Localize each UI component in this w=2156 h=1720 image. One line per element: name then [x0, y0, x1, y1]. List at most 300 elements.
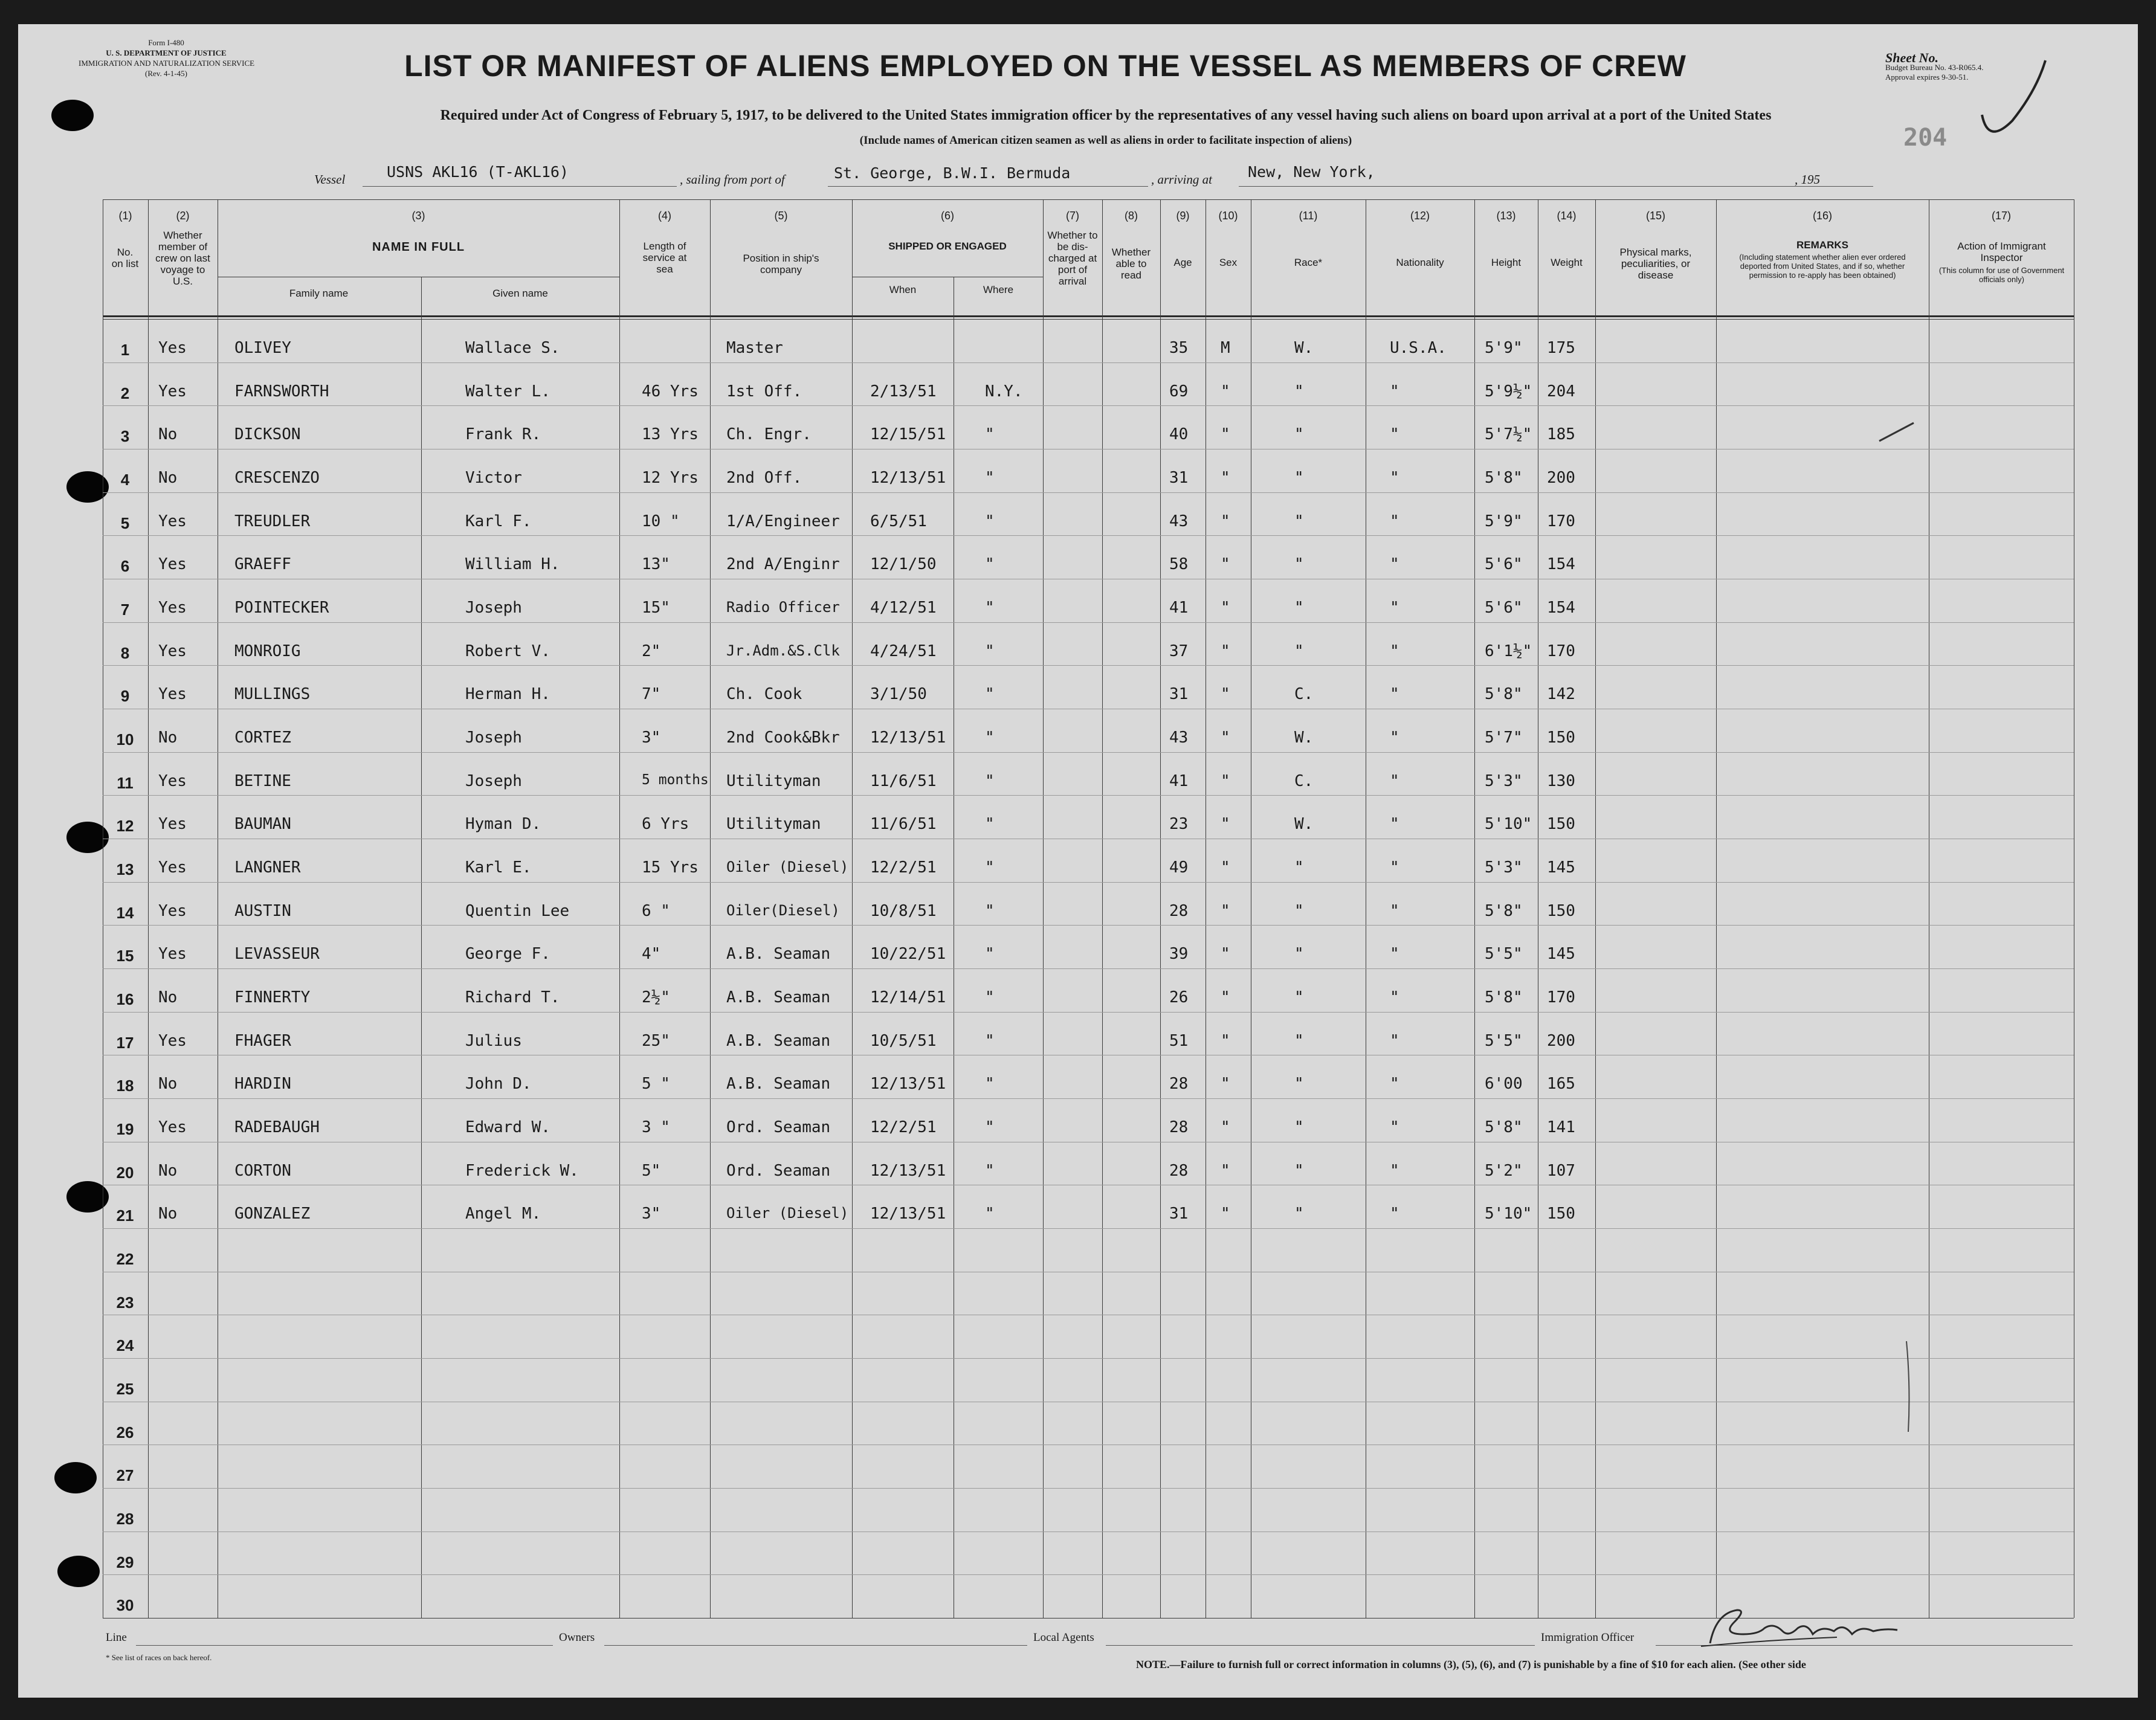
cell-race: C.: [1294, 685, 1314, 704]
row-number: 1: [120, 341, 130, 359]
form-number: Form I-480: [148, 38, 184, 47]
col-physical-marks: Physical marks, peculiarities, or disease: [1619, 246, 1692, 281]
cell-when: 12/2/51: [870, 858, 937, 877]
cell-family-name: CORTON: [234, 1161, 291, 1180]
cell-given-name: Robert V.: [465, 642, 550, 660]
cell-when: 12/13/51: [870, 1205, 946, 1223]
cell-age: 31: [1169, 685, 1189, 704]
cell-crew: No: [158, 469, 178, 487]
row-number: 16: [116, 990, 134, 1009]
cell-where: ": [985, 945, 995, 964]
cell-age: 31: [1169, 469, 1189, 487]
department: U. S. DEPARTMENT OF JUSTICE: [106, 48, 227, 57]
cell-family-name: AUSTIN: [234, 901, 291, 920]
row-number: 10: [116, 730, 134, 749]
cell-race: ": [1294, 1075, 1304, 1094]
cell-height: 5'2": [1485, 1161, 1523, 1180]
cell-race: ": [1294, 469, 1304, 487]
cell-length-service: 6 ": [642, 901, 670, 920]
col-position: Position in ship's company: [743, 253, 819, 275]
row-number: 12: [116, 817, 134, 836]
cell-given-name: Angel M.: [465, 1205, 541, 1223]
cell-sex: ": [1221, 988, 1230, 1007]
cell-weight: 200: [1547, 469, 1575, 487]
col-weight: Weight: [1551, 257, 1583, 268]
cell-height: 5'8": [1485, 901, 1523, 920]
revision: (Rev. 4-1-45): [145, 69, 187, 78]
cell-where: ": [985, 599, 995, 617]
cell-given-name: Joseph: [465, 599, 522, 617]
service: IMMIGRATION AND NATURALIZATION SERVICE: [79, 59, 255, 68]
cell-length-service: 3": [642, 729, 661, 747]
col-discharged: Whether to be dis-charged at port of arrival: [1047, 230, 1098, 287]
cell-length-service: 10 ": [642, 512, 680, 530]
cell-weight: 130: [1547, 771, 1575, 790]
sailing-label: , sailing from port of: [680, 172, 785, 187]
cell-age: 40: [1169, 425, 1189, 444]
cell-sex: ": [1221, 901, 1230, 920]
cell-sex: ": [1221, 512, 1230, 530]
cell-sex: ": [1221, 858, 1230, 877]
row-number: 17: [116, 1033, 134, 1052]
cell-position: A.B. Seaman: [726, 1075, 831, 1094]
cell-position: Utilityman: [726, 771, 821, 790]
cell-race: C.: [1294, 771, 1314, 790]
cell-age: 39: [1169, 945, 1189, 964]
cell-where: ": [985, 1031, 995, 1050]
arriving-value: New, New York,: [1248, 163, 1375, 181]
col-age: Age: [1173, 257, 1192, 268]
row-number: 9: [120, 687, 130, 706]
cell-family-name: GRAEFF: [234, 555, 291, 574]
cell-given-name: Hyman D.: [465, 815, 541, 834]
cell-length-service: 5": [642, 1161, 661, 1180]
cell-sex: ": [1221, 771, 1230, 790]
cell-height: 5'9½": [1485, 382, 1532, 401]
col-able-to-read: Whether able to read: [1111, 246, 1151, 281]
cell-weight: 142: [1547, 685, 1575, 704]
cell-nationality: U.S.A.: [1390, 339, 1447, 357]
cell-nationality: ": [1390, 469, 1399, 487]
cell-given-name: Quentin Lee: [465, 901, 570, 920]
cell-where: ": [985, 988, 995, 1007]
cell-race: ": [1294, 901, 1304, 920]
races-note: * See list of races on back hereof.: [106, 1653, 212, 1662]
cell-family-name: TREUDLER: [234, 512, 311, 530]
cell-race: ": [1294, 425, 1304, 444]
row-number: 4: [120, 471, 130, 489]
cell-family-name: BETINE: [234, 771, 291, 790]
cell-length-service: 2": [642, 642, 661, 660]
cell-age: 41: [1169, 771, 1189, 790]
cell-race: ": [1294, 988, 1304, 1007]
cell-length-service: 46 Yrs: [642, 382, 699, 401]
col-remarks: REMARKS: [1796, 239, 1848, 251]
cell-nationality: ": [1390, 642, 1399, 660]
cell-weight: 204: [1547, 382, 1575, 401]
cell-weight: 170: [1547, 512, 1575, 530]
cell-position: Ord. Seaman: [726, 1161, 831, 1180]
cell-position: Jr.Adm.&S.Clk: [726, 642, 840, 659]
cell-weight: 200: [1547, 1031, 1575, 1050]
cell-given-name: Walter L.: [465, 382, 550, 401]
cell-sex: ": [1221, 469, 1230, 487]
cell-race: ": [1294, 555, 1304, 574]
cell-race: W.: [1294, 729, 1314, 747]
footer-line-label: Line: [106, 1631, 127, 1644]
cell-where: ": [985, 425, 995, 444]
cell-weight: 170: [1547, 988, 1575, 1007]
cell-nationality: ": [1390, 815, 1399, 834]
cell-weight: 141: [1547, 1118, 1575, 1137]
row-number: 8: [120, 643, 130, 662]
cell-where: ": [985, 815, 995, 834]
cell-given-name: Joseph: [465, 729, 522, 747]
cell-height: 5'9": [1485, 512, 1523, 530]
cell-nationality: ": [1390, 382, 1399, 401]
cell-length-service: 5 ": [642, 1075, 670, 1094]
cell-crew: Yes: [158, 945, 187, 964]
cell-where: N.Y.: [985, 382, 1023, 401]
cell-sex: ": [1221, 1075, 1230, 1094]
cell-where: ": [985, 1161, 995, 1180]
cell-nationality: ": [1390, 1031, 1399, 1050]
cell-given-name: Frank R.: [465, 425, 541, 444]
cell-length-service: 6 Yrs: [642, 815, 689, 834]
cell-position: 2nd A/Enginr: [726, 555, 840, 574]
row-number: 23: [116, 1293, 134, 1312]
cell-where: ": [985, 512, 995, 530]
cell-height: 5'7½": [1485, 425, 1532, 444]
row-number: 19: [116, 1120, 134, 1139]
cell-race: ": [1294, 642, 1304, 660]
cell-position: Ch. Engr.: [726, 425, 812, 444]
cell-weight: 165: [1547, 1075, 1575, 1094]
punch-hole: [57, 1556, 100, 1587]
cell-nationality: ": [1390, 1161, 1399, 1180]
cell-race: ": [1294, 1205, 1304, 1223]
cell-when: 12/13/51: [870, 1161, 946, 1180]
cell-crew: No: [158, 425, 178, 444]
cell-given-name: William H.: [465, 555, 560, 574]
cell-where: ": [985, 901, 995, 920]
cell-height: 5'7": [1485, 729, 1523, 747]
officer-signature-icon: [1692, 1601, 1909, 1655]
cell-weight: 150: [1547, 815, 1575, 834]
cell-race: ": [1294, 858, 1304, 877]
cell-nationality: ": [1390, 988, 1399, 1007]
row-number: 18: [116, 1077, 134, 1095]
row-number: 3: [120, 427, 130, 446]
cell-family-name: LEVASSEUR: [234, 945, 320, 964]
cell-nationality: ": [1390, 555, 1399, 574]
cell-position: A.B. Seaman: [726, 1031, 831, 1050]
cell-age: 26: [1169, 988, 1189, 1007]
cell-crew: Yes: [158, 815, 187, 834]
cell-crew: Yes: [158, 1118, 187, 1137]
cell-crew: No: [158, 729, 178, 747]
cell-nationality: ": [1390, 1118, 1399, 1137]
cell-nationality: ": [1390, 901, 1399, 920]
cell-when: 12/15/51: [870, 425, 946, 444]
cell-age: 28: [1169, 901, 1189, 920]
cell-age: 51: [1169, 1031, 1189, 1050]
cell-length-service: 3 ": [642, 1118, 670, 1137]
cell-sex: ": [1221, 945, 1230, 964]
cell-crew: No: [158, 1075, 178, 1094]
row-number: 20: [116, 1163, 134, 1182]
cell-family-name: RADEBAUGH: [234, 1118, 320, 1137]
cell-when: 4/24/51: [870, 642, 937, 660]
cell-weight: 145: [1547, 858, 1575, 877]
cell-position: Utilityman: [726, 815, 821, 834]
cell-crew: No: [158, 988, 178, 1007]
footer-agents-label: Local Agents: [1033, 1631, 1094, 1644]
col-given-name: Given name: [492, 288, 548, 299]
cell-given-name: Karl E.: [465, 858, 532, 877]
row-number: 21: [116, 1206, 134, 1225]
cell-given-name: Joseph: [465, 771, 522, 790]
cell-given-name: Richard T.: [465, 988, 560, 1007]
cell-length-service: 25": [642, 1031, 670, 1050]
cell-position: 1st Off.: [726, 382, 802, 401]
cell-family-name: GONZALEZ: [234, 1205, 311, 1223]
vessel-label: Vessel: [314, 172, 346, 187]
cell-family-name: CRESCENZO: [234, 469, 320, 487]
cell-length-service: 13": [642, 555, 670, 574]
cell-sex: ": [1221, 1031, 1230, 1050]
cell-weight: 170: [1547, 642, 1575, 660]
cell-height: 6'00: [1485, 1075, 1523, 1094]
cell-age: 28: [1169, 1075, 1189, 1094]
cell-height: 5'8": [1485, 988, 1523, 1007]
cell-race: W.: [1294, 339, 1314, 357]
row-number: 2: [120, 384, 130, 402]
cell-when: 10/5/51: [870, 1031, 937, 1050]
cell-height: 5'5": [1485, 1031, 1523, 1050]
cell-age: 28: [1169, 1118, 1189, 1137]
col-inspector-action: Action of Immigrant Inspector: [1957, 240, 2046, 263]
cell-age: 23: [1169, 815, 1189, 834]
cell-crew: Yes: [158, 599, 187, 617]
cell-nationality: ": [1390, 858, 1399, 877]
cell-when: 12/13/51: [870, 729, 946, 747]
cell-position: Oiler (Diesel): [726, 858, 849, 876]
punch-hole: [54, 1462, 97, 1493]
cell-sex: ": [1221, 599, 1230, 617]
cell-weight: 154: [1547, 555, 1575, 574]
pencil-mark-icon: [1903, 1338, 1916, 1435]
cell-position: A.B. Seaman: [726, 988, 831, 1007]
cell-sex: ": [1221, 555, 1230, 574]
cell-given-name: Victor: [465, 469, 522, 487]
cell-age: 35: [1169, 339, 1189, 357]
arriving-label: , arriving at: [1151, 172, 1212, 187]
cell-where: ": [985, 1118, 995, 1137]
cell-family-name: HARDIN: [234, 1075, 291, 1094]
cell-weight: 145: [1547, 945, 1575, 964]
col-name-in-full: NAME IN FULL: [372, 240, 465, 254]
cell-crew: Yes: [158, 512, 187, 530]
row-number: 14: [116, 903, 134, 922]
cell-family-name: BAUMAN: [234, 815, 291, 834]
cell-where: ": [985, 685, 995, 704]
cell-when: 11/6/51: [870, 771, 937, 790]
cell-when: 12/14/51: [870, 988, 946, 1007]
cell-race: W.: [1294, 815, 1314, 834]
col-height: Height: [1491, 257, 1522, 268]
cell-crew: Yes: [158, 339, 187, 357]
cell-family-name: MONROIG: [234, 642, 301, 660]
cell-nationality: ": [1390, 685, 1399, 704]
row-number: 7: [120, 601, 130, 619]
cell-height: 5'8": [1485, 469, 1523, 487]
punch-hole: [51, 100, 94, 131]
cell-where: ": [985, 729, 995, 747]
cell-sex: ": [1221, 382, 1230, 401]
cell-when: 10/8/51: [870, 901, 937, 920]
cell-where: ": [985, 642, 995, 660]
cell-given-name: Frederick W.: [465, 1161, 579, 1180]
cell-nationality: ": [1390, 1205, 1399, 1223]
cell-when: 2/13/51: [870, 382, 937, 401]
cell-when: 12/13/51: [870, 469, 946, 487]
cell-where: ": [985, 555, 995, 574]
cell-height: 6'1½": [1485, 642, 1532, 660]
cell-sex: ": [1221, 685, 1230, 704]
cell-height: 5'10": [1485, 1205, 1532, 1223]
cell-weight: 107: [1547, 1161, 1575, 1180]
sailing-value: St. George, B.W.I. Bermuda: [834, 164, 1071, 182]
sheet-label: Sheet No.: [1885, 50, 1938, 65]
cell-given-name: Karl F.: [465, 512, 532, 530]
cell-where: ": [985, 1205, 995, 1223]
cell-age: 41: [1169, 599, 1189, 617]
cell-given-name: George F.: [465, 945, 550, 964]
cell-position: Ch. Cook: [726, 685, 802, 704]
col-remarks-sub: (Including statement whether alien ever ordered deported from United States, and if so, whether permission to re-apply has been obtained): [1739, 253, 1906, 280]
cell-length-service: 12 Yrs: [642, 469, 699, 487]
cell-family-name: DICKSON: [234, 425, 301, 444]
cell-position: A.B. Seaman: [726, 945, 831, 964]
cell-given-name: Herman H.: [465, 685, 550, 704]
vessel-value: USNS AKL16 (T-AKL16): [387, 163, 569, 181]
row-number: 28: [116, 1510, 134, 1528]
cell-weight: 175: [1547, 339, 1575, 357]
col-inspector-sub: (This column for use of Government officials only): [1938, 266, 2065, 284]
cell-when: 4/12/51: [870, 599, 937, 617]
cell-when: 6/5/51: [870, 512, 927, 530]
cell-length-service: 4": [642, 945, 661, 964]
row-number: 15: [116, 947, 134, 965]
col-when: When: [889, 284, 917, 295]
subtitle: Required under Act of Congress of February 5, 1917, to be delivered to the United States immigration officer by the representatives of any vessel having such aliens on board upon arrival at a port of the United States: [440, 108, 1772, 123]
footer-owners-label: Owners: [559, 1631, 595, 1644]
cell-where: ": [985, 858, 995, 877]
form-identifier: [79, 37, 254, 79]
cell-crew: Yes: [158, 642, 187, 660]
cell-position: 1/A/Engineer: [726, 512, 840, 530]
cell-crew: Yes: [158, 771, 187, 790]
cell-length-service: 5 months: [642, 771, 709, 788]
cell-weight: 150: [1547, 901, 1575, 920]
col-where: Where: [983, 284, 1014, 295]
cell-height: 5'10": [1485, 815, 1532, 834]
footer-officer-label: Immigration Officer: [1541, 1631, 1635, 1644]
cell-crew: Yes: [158, 382, 187, 401]
row-number: 11: [117, 773, 134, 792]
cell-family-name: OLIVEY: [234, 339, 291, 357]
col-length-service: Length of service at sea: [642, 240, 687, 275]
cell-when: 12/2/51: [870, 1118, 937, 1137]
cell-height: 5'9": [1485, 339, 1523, 357]
cell-when: 12/1/50: [870, 555, 937, 574]
cell-race: ": [1294, 382, 1304, 401]
cell-sex: ": [1221, 1118, 1230, 1137]
cell-length-service: 3": [642, 1205, 661, 1223]
cell-race: ": [1294, 1118, 1304, 1137]
approval-expiry: Approval expires 9-30-51.: [1885, 72, 1969, 82]
cell-position: 2nd Cook&Bkr: [726, 729, 840, 747]
cell-length-service: 7": [642, 685, 661, 704]
cell-race: ": [1294, 599, 1304, 617]
cell-weight: 150: [1547, 729, 1575, 747]
cell-age: 58: [1169, 555, 1189, 574]
cell-age: 28: [1169, 1161, 1189, 1180]
cell-family-name: POINTECKER: [234, 599, 329, 617]
cell-when: 11/6/51: [870, 815, 937, 834]
row-number: 6: [120, 557, 130, 576]
cell-age: 49: [1169, 858, 1189, 877]
cell-age: 31: [1169, 1205, 1189, 1223]
cell-sex: ": [1221, 815, 1230, 834]
cell-crew: Yes: [158, 858, 187, 877]
row-number: 29: [116, 1553, 134, 1571]
cell-height: 5'8": [1485, 685, 1523, 704]
cell-position: Master: [726, 339, 783, 357]
cell-position: Ord. Seaman: [726, 1118, 831, 1137]
row-number: 30: [116, 1596, 134, 1615]
cell-position: 2nd Off.: [726, 469, 802, 487]
cell-position: Oiler (Diesel): [726, 1205, 849, 1222]
cell-length-service: 13 Yrs: [642, 425, 699, 444]
cell-sex: ": [1221, 1205, 1230, 1223]
cell-when: 10/22/51: [870, 945, 946, 964]
cell-given-name: Julius: [465, 1031, 522, 1050]
cell-when: 12/13/51: [870, 1075, 946, 1094]
cell-given-name: Wallace S.: [465, 339, 560, 357]
col-family-name: Family name: [289, 288, 349, 299]
cell-family-name: MULLINGS: [234, 685, 311, 704]
cell-length-service: 15 Yrs: [642, 858, 699, 877]
cell-family-name: FINNERTY: [234, 988, 311, 1007]
penalty-note: NOTE.—Failure to furnish full or correct information in columns (3), (5), (6), and (7) is punishable by a fine of $10 for each alien. (See other side: [1136, 1658, 1806, 1670]
cell-crew: Yes: [158, 685, 187, 704]
col-sex: Sex: [1219, 257, 1238, 268]
cell-height: 5'8": [1485, 1118, 1523, 1137]
row-number: 24: [116, 1336, 134, 1355]
cell-family-name: CORTEZ: [234, 729, 291, 747]
col-shipped-engaged: SHIPPED OR ENGAGED: [888, 240, 1007, 252]
cell-where: ": [985, 469, 995, 487]
cell-age: 43: [1169, 729, 1189, 747]
row-number: 25: [116, 1380, 134, 1399]
cell-length-service: 15": [642, 599, 670, 617]
cell-where: ": [985, 771, 995, 790]
cell-length-service: 2½": [642, 988, 670, 1007]
col-race: Race*: [1294, 257, 1323, 268]
sheet-stamp: 204: [1903, 124, 1948, 152]
